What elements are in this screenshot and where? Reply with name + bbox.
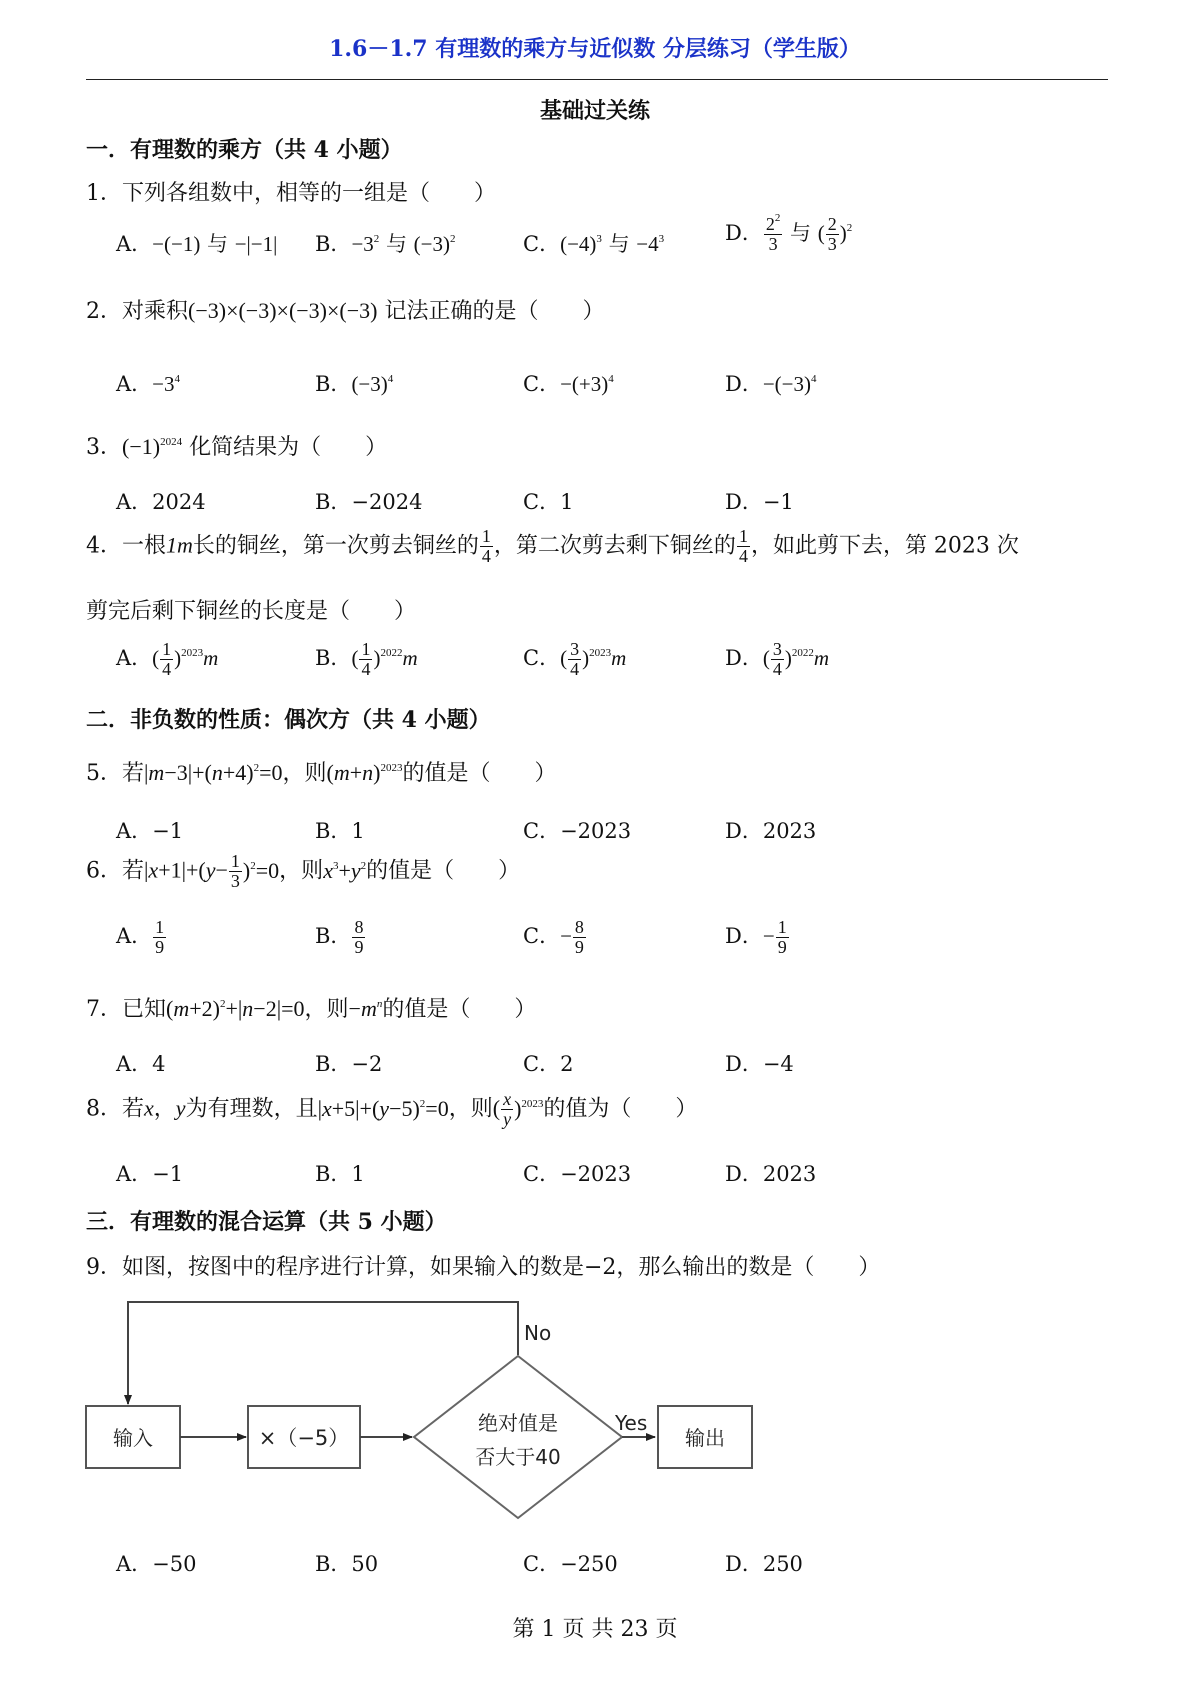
yes-label: Yes: [615, 1411, 648, 1435]
option-1c: C．$(-4)^3$ 与 $-4^3$: [523, 232, 665, 256]
option-7a: A．4: [116, 1052, 166, 1076]
option-4c: C．( $\frac{3}{4}$ )$^{2023}$m: [523, 639, 627, 679]
question-3: 3．$(-1)^{2024}$ 化简结果为（ ）: [86, 434, 388, 460]
question-number: 1．: [86, 181, 122, 206]
loop-arrow: [128, 1302, 518, 1404]
multiply-label: ×（−5）: [258, 1426, 350, 1450]
decision-diamond: [414, 1356, 622, 1518]
option-5a: A．−1: [116, 819, 184, 843]
question-2: 2．对乘积(−3)×(−3)×(−3)×(−3) 记法正确的是（ ）: [86, 298, 605, 324]
option-3d: D．−1: [725, 490, 794, 514]
option-8b: B．1: [315, 1162, 365, 1186]
question-8: 8．若x，y为有理数，且$|x+5|+(y-5)^2=0$，则( $\frac{x}{y}$ )$^{2023}$的值为（ ）: [86, 1089, 698, 1129]
option-5d: D．2023: [725, 819, 817, 843]
option-7c: C．2: [523, 1052, 574, 1076]
page-footer: 第 1 页 共 23 页: [512, 1617, 678, 1642]
question-9: 9．如图，按图中的程序进行计算，如果输入的数是−2，那么输出的数是（ ）: [86, 1255, 881, 1280]
input-label: 输入: [113, 1426, 153, 1450]
document-title: 1.6－1.7 有理数的乘方与近似数 分层练习（学生版）: [329, 36, 861, 62]
option-3c: C．1: [523, 490, 574, 514]
option-8a: A．−1: [116, 1162, 184, 1186]
section-subtitle: 基础过关练: [539, 98, 650, 124]
section-heading-2: 二．非负数的性质：偶次方（共 4 小题）: [86, 707, 491, 733]
option-6c: C．− $\frac{8}{9}$: [523, 917, 584, 957]
option-4b: B．( $\frac{1}{4}$ )$^{2022}$m: [315, 639, 418, 679]
option-9c: C．−250: [523, 1552, 618, 1576]
question-7: 7．已知$(m+2)^2+|n-2|=0$，则$-m^n$的值是（ ）: [86, 996, 537, 1022]
decision-label-line-2: 否大于40: [475, 1445, 561, 1469]
option-6d: D．− $\frac{1}{9}$: [725, 917, 787, 957]
section-heading-1: 一．有理数的乘方（共 4 小题）: [86, 137, 403, 163]
option-5c: C．−2023: [523, 819, 632, 843]
option-2d: D．$-(-3)^4$: [725, 372, 817, 396]
no-label: No: [524, 1321, 552, 1345]
option-1d: D． $\frac{2^2}{3}$ 与 ( $\frac{2}{3}$ )$^2$: [725, 212, 853, 254]
option-5b: B．1: [315, 819, 365, 843]
option-6a: A． $\frac{1}{9}$: [116, 917, 165, 957]
section-heading-3: 三．有理数的混合运算（共 5 小题）: [86, 1209, 447, 1235]
option-3a: A．2024: [116, 490, 206, 514]
option-6b: B． $\frac{8}{9}$: [315, 917, 364, 957]
output-label: 输出: [685, 1426, 725, 1450]
option-8d: D．2023: [725, 1162, 817, 1186]
option-7d: D．−4: [725, 1052, 794, 1076]
option-9b: B．50: [315, 1552, 379, 1576]
question-4-line-1: 4．一根1m长的铜丝，第一次剪去铜丝的 $\frac{1}{4}$ ，第二次剪去剩下铜丝的 $\frac{1}{4}$ ，如此剪下去，第 2023 次: [86, 526, 1019, 566]
option-8c: C．−2023: [523, 1162, 632, 1186]
question-4-line-2: 剪完后剩下铜丝的长度是（ ）: [86, 599, 417, 624]
option-4d: D．( $\frac{3}{4}$ )$^{2022}$m: [725, 639, 830, 679]
option-3b: B．−2024: [315, 490, 423, 514]
option-7b: B．−2: [315, 1052, 383, 1076]
decision-label-line-1: 绝对值是: [478, 1411, 558, 1435]
option-1a: A．−(−1) 与 −|−1|: [116, 232, 278, 256]
question-stem: 下列各组数中，相等的一组是（ ）: [122, 181, 497, 206]
option-9d: D．250: [725, 1552, 803, 1576]
question-6: 6．若|x+1|+(y− $\frac{1}{3}$ )$^2$=0，则$x^3+y^2$的值是（ ）: [86, 851, 521, 891]
option-9a: A．−50: [116, 1552, 197, 1576]
option-2a: A．$-3^4$: [116, 372, 181, 396]
question-5: 5．若$|m-3|+(n+4)^2=0$，则$(m+n)^{2023}$的值是（ ）: [86, 760, 557, 786]
option-2c: C．$-(+3)^4$: [523, 372, 614, 396]
option-1b: B．$-3^2$ 与 $(-3)^2$: [315, 232, 456, 256]
option-2b: B．$(-3)^4$: [315, 372, 394, 396]
option-4a: A．( $\frac{1}{4}$ )$^{2023}$m: [116, 639, 219, 679]
